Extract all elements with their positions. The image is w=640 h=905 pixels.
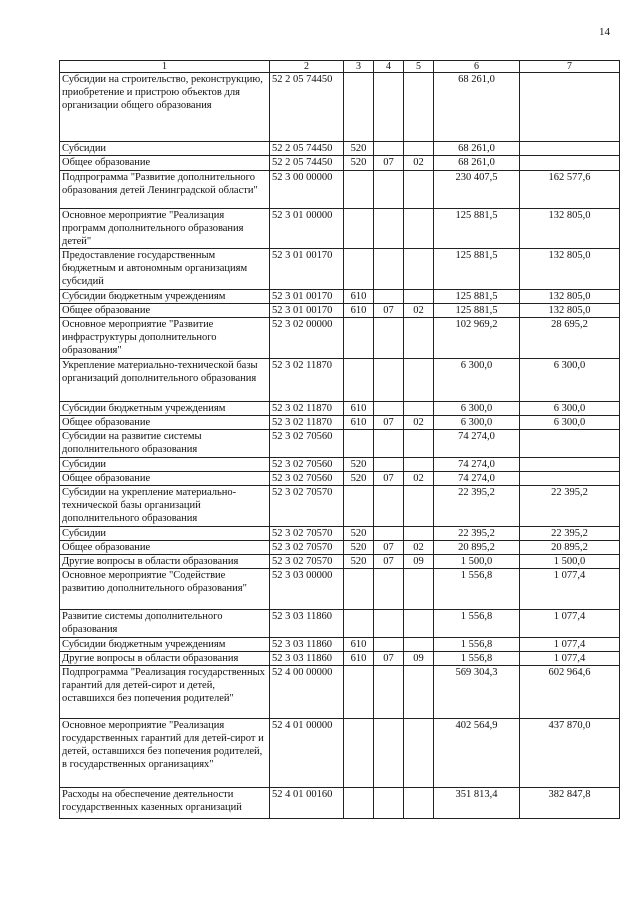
row-name-cell: Общее образование — [60, 472, 270, 486]
table-row — [60, 209, 620, 249]
row-section-cell — [374, 788, 404, 819]
row-subsection-cell — [404, 209, 434, 249]
row-amount-year2-cell: 22 395,2 — [520, 527, 620, 541]
table-row — [60, 719, 620, 788]
row-amount-year2-cell: 132 805,0 — [520, 304, 620, 318]
row-section-cell — [374, 359, 404, 402]
row-expense-type-cell — [344, 430, 374, 458]
row-section-cell — [374, 209, 404, 249]
row-section-cell — [374, 610, 404, 638]
row-name-cell: Общее образование — [60, 541, 270, 555]
row-subsection-cell — [404, 666, 434, 719]
row-name-cell: Субсидии бюджетным учреждениям — [60, 402, 270, 416]
row-code-cell: 52 3 02 11870 — [270, 416, 344, 430]
row-amount-year1-cell: 125 881,5 — [434, 304, 520, 318]
row-code-cell: 52 4 00 00000 — [270, 666, 344, 719]
row-expense-type-cell: 520 — [344, 458, 374, 472]
row-amount-year1-cell: 74 274,0 — [434, 430, 520, 458]
row-amount-year1-cell: 1 556,8 — [434, 610, 520, 638]
row-expense-type-cell — [344, 569, 374, 610]
table-row — [60, 527, 620, 541]
row-expense-type-cell — [344, 788, 374, 819]
row-code-cell: 52 3 03 00000 — [270, 569, 344, 610]
row-name-cell: Общее образование — [60, 304, 270, 318]
row-section-cell — [374, 290, 404, 304]
row-section-cell: 07 — [374, 472, 404, 486]
row-amount-year2-cell: 6 300,0 — [520, 416, 620, 430]
row-amount-year2-cell — [520, 73, 620, 142]
header-col-5: 5 — [404, 61, 434, 73]
row-name-cell: Общее образование — [60, 416, 270, 430]
row-expense-type-cell: 610 — [344, 638, 374, 652]
row-amount-year2-cell: 6 300,0 — [520, 359, 620, 402]
row-amount-year1-cell: 1 556,8 — [434, 638, 520, 652]
row-name-cell: Развитие системы дополнительного образования — [60, 610, 270, 638]
row-amount-year2-cell: 382 847,8 — [520, 788, 620, 819]
row-name-cell: Субсидии на строительство, реконструкцию, приобретение и пристрою объектов для организации общего образования — [60, 73, 270, 142]
row-section-cell — [374, 666, 404, 719]
table-row — [60, 610, 620, 638]
table-row — [60, 416, 620, 430]
row-section-cell — [374, 638, 404, 652]
row-section-cell: 07 — [374, 555, 404, 569]
row-subsection-cell — [404, 638, 434, 652]
row-section-cell — [374, 430, 404, 458]
row-amount-year1-cell: 68 261,0 — [434, 73, 520, 142]
row-amount-year2-cell: 132 805,0 — [520, 249, 620, 290]
row-amount-year1-cell: 125 881,5 — [434, 209, 520, 249]
budget-table — [59, 60, 620, 819]
row-name-cell: Основное мероприятие "Реализация государственных гарантий для детей-сирот и детей, оставшихся без попечения родителей, в государственных организациях" — [60, 719, 270, 788]
row-name-cell: Подпрограмма "Развитие дополнительного образования детей Ленинградской области" — [60, 171, 270, 209]
row-expense-type-cell — [344, 610, 374, 638]
row-subsection-cell — [404, 610, 434, 638]
row-expense-type-cell — [344, 719, 374, 788]
header-col-3: 3 — [344, 61, 374, 73]
row-expense-type-cell — [344, 171, 374, 209]
row-amount-year1-cell: 74 274,0 — [434, 472, 520, 486]
row-section-cell: 07 — [374, 652, 404, 666]
header-col-4: 4 — [374, 61, 404, 73]
row-amount-year1-cell: 1 500,0 — [434, 555, 520, 569]
row-code-cell: 52 3 02 70570 — [270, 555, 344, 569]
row-code-cell: 52 2 05 74450 — [270, 156, 344, 171]
row-subsection-cell — [404, 249, 434, 290]
row-expense-type-cell: 610 — [344, 652, 374, 666]
header-col-1: 1 — [60, 61, 270, 73]
row-section-cell — [374, 458, 404, 472]
row-subsection-cell — [404, 142, 434, 156]
page-number: 14 — [599, 26, 610, 38]
row-subsection-cell: 02 — [404, 416, 434, 430]
row-section-cell — [374, 73, 404, 142]
row-code-cell: 52 3 03 11860 — [270, 652, 344, 666]
row-amount-year2-cell: 437 870,0 — [520, 719, 620, 788]
table-body — [60, 73, 620, 819]
row-amount-year1-cell: 22 395,2 — [434, 486, 520, 527]
row-name-cell: Субсидии — [60, 142, 270, 156]
table-row — [60, 249, 620, 290]
row-expense-type-cell: 520 — [344, 156, 374, 171]
row-amount-year1-cell: 1 556,8 — [434, 569, 520, 610]
row-amount-year2-cell: 1 077,4 — [520, 652, 620, 666]
row-subsection-cell: 02 — [404, 156, 434, 171]
header-col-2: 2 — [270, 61, 344, 73]
row-name-cell: Субсидии — [60, 527, 270, 541]
row-amount-year1-cell: 68 261,0 — [434, 156, 520, 171]
row-code-cell: 52 3 02 70570 — [270, 486, 344, 527]
row-section-cell — [374, 569, 404, 610]
row-section-cell — [374, 719, 404, 788]
row-subsection-cell — [404, 171, 434, 209]
row-code-cell: 52 2 05 74450 — [270, 73, 344, 142]
header-col-7: 7 — [520, 61, 620, 73]
row-amount-year2-cell: 132 805,0 — [520, 290, 620, 304]
row-amount-year2-cell — [520, 430, 620, 458]
table-row — [60, 290, 620, 304]
table-row — [60, 73, 620, 142]
row-subsection-cell — [404, 719, 434, 788]
row-section-cell: 07 — [374, 416, 404, 430]
row-expense-type-cell — [344, 486, 374, 527]
row-amount-year2-cell: 28 695,2 — [520, 318, 620, 359]
row-amount-year1-cell: 6 300,0 — [434, 416, 520, 430]
row-code-cell: 52 3 00 00000 — [270, 171, 344, 209]
row-code-cell: 52 2 05 74450 — [270, 142, 344, 156]
row-name-cell: Предоставление государственным бюджетным и автономным организациям субсидий — [60, 249, 270, 290]
row-subsection-cell — [404, 430, 434, 458]
row-section-cell: 07 — [374, 541, 404, 555]
row-amount-year2-cell: 1 500,0 — [520, 555, 620, 569]
row-code-cell: 52 4 01 00000 — [270, 719, 344, 788]
row-amount-year1-cell: 125 881,5 — [434, 249, 520, 290]
row-section-cell — [374, 318, 404, 359]
row-section-cell — [374, 249, 404, 290]
row-subsection-cell: 02 — [404, 304, 434, 318]
row-amount-year1-cell: 74 274,0 — [434, 458, 520, 472]
row-name-cell: Основное мероприятие "Реализация программ дополнительного образования детей" — [60, 209, 270, 249]
row-amount-year2-cell: 20 895,2 — [520, 541, 620, 555]
row-expense-type-cell: 520 — [344, 142, 374, 156]
row-code-cell: 52 3 02 00000 — [270, 318, 344, 359]
row-amount-year1-cell: 102 969,2 — [434, 318, 520, 359]
table-row — [60, 555, 620, 569]
row-code-cell: 52 3 01 00170 — [270, 290, 344, 304]
row-section-cell: 07 — [374, 156, 404, 171]
row-amount-year2-cell: 132 805,0 — [520, 209, 620, 249]
table-row — [60, 541, 620, 555]
row-amount-year1-cell: 402 564,9 — [434, 719, 520, 788]
row-code-cell: 52 3 01 00000 — [270, 209, 344, 249]
row-name-cell: Другие вопросы в области образования — [60, 652, 270, 666]
row-code-cell: 52 3 03 11860 — [270, 638, 344, 652]
row-subsection-cell: 09 — [404, 652, 434, 666]
row-subsection-cell: 02 — [404, 541, 434, 555]
row-amount-year2-cell: 602 964,6 — [520, 666, 620, 719]
row-amount-year1-cell: 230 407,5 — [434, 171, 520, 209]
row-name-cell: Субсидии бюджетным учреждениям — [60, 290, 270, 304]
row-amount-year2-cell: 6 300,0 — [520, 402, 620, 416]
row-subsection-cell — [404, 73, 434, 142]
row-section-cell: 07 — [374, 304, 404, 318]
row-amount-year1-cell: 20 895,2 — [434, 541, 520, 555]
row-subsection-cell — [404, 318, 434, 359]
row-subsection-cell — [404, 788, 434, 819]
row-expense-type-cell: 520 — [344, 555, 374, 569]
row-expense-type-cell: 610 — [344, 416, 374, 430]
row-expense-type-cell: 610 — [344, 402, 374, 416]
row-name-cell: Субсидии — [60, 458, 270, 472]
row-name-cell: Субсидии бюджетным учреждениям — [60, 638, 270, 652]
row-section-cell — [374, 142, 404, 156]
row-amount-year2-cell: 1 077,4 — [520, 610, 620, 638]
table-row — [60, 402, 620, 416]
row-expense-type-cell: 520 — [344, 527, 374, 541]
table-row — [60, 638, 620, 652]
table-row — [60, 569, 620, 610]
row-name-cell: Основное мероприятие "Развитие инфраструктуры дополнительного образования" — [60, 318, 270, 359]
table-row — [60, 666, 620, 719]
row-code-cell: 52 3 02 70560 — [270, 458, 344, 472]
table-row — [60, 430, 620, 458]
row-subsection-cell: 02 — [404, 472, 434, 486]
table-row — [60, 156, 620, 171]
table-row — [60, 788, 620, 819]
row-subsection-cell — [404, 569, 434, 610]
row-expense-type-cell — [344, 666, 374, 719]
row-subsection-cell — [404, 402, 434, 416]
row-amount-year1-cell: 6 300,0 — [434, 359, 520, 402]
table-row — [60, 472, 620, 486]
table-row — [60, 652, 620, 666]
row-amount-year2-cell — [520, 458, 620, 472]
row-expense-type-cell: 610 — [344, 304, 374, 318]
row-name-cell: Субсидии на укрепление материально-технической базы организаций дополнительного образования — [60, 486, 270, 527]
row-subsection-cell — [404, 359, 434, 402]
table-row — [60, 458, 620, 472]
row-amount-year2-cell: 1 077,4 — [520, 638, 620, 652]
row-amount-year1-cell: 68 261,0 — [434, 142, 520, 156]
row-code-cell: 52 3 02 70560 — [270, 472, 344, 486]
row-expense-type-cell: 520 — [344, 472, 374, 486]
row-code-cell: 52 3 02 70560 — [270, 430, 344, 458]
row-name-cell: Субсидии на развитие системы дополнительного образования — [60, 430, 270, 458]
row-code-cell: 52 4 01 00160 — [270, 788, 344, 819]
row-expense-type-cell: 610 — [344, 290, 374, 304]
row-expense-type-cell — [344, 249, 374, 290]
row-section-cell — [374, 527, 404, 541]
row-code-cell: 52 3 02 70570 — [270, 527, 344, 541]
row-expense-type-cell: 520 — [344, 541, 374, 555]
row-expense-type-cell — [344, 209, 374, 249]
row-amount-year2-cell — [520, 472, 620, 486]
header-col-6: 6 — [434, 61, 520, 73]
row-subsection-cell: 09 — [404, 555, 434, 569]
table-row — [60, 142, 620, 156]
row-amount-year1-cell: 22 395,2 — [434, 527, 520, 541]
row-code-cell: 52 3 02 70570 — [270, 541, 344, 555]
row-subsection-cell — [404, 290, 434, 304]
row-amount-year1-cell: 125 881,5 — [434, 290, 520, 304]
row-amount-year1-cell: 569 304,3 — [434, 666, 520, 719]
row-expense-type-cell — [344, 359, 374, 402]
row-name-cell: Подпрограмма "Реализация государственных гарантий для детей-сирот и детей, оставшихся без попечения родителей" — [60, 666, 270, 719]
row-expense-type-cell — [344, 318, 374, 359]
row-expense-type-cell — [344, 73, 374, 142]
row-code-cell: 52 3 03 11860 — [270, 610, 344, 638]
row-section-cell — [374, 171, 404, 209]
row-name-cell: Общее образование — [60, 156, 270, 171]
row-name-cell: Другие вопросы в области образования — [60, 555, 270, 569]
row-amount-year1-cell: 6 300,0 — [434, 402, 520, 416]
row-name-cell: Основное мероприятие "Содействие развитию дополнительного образования" — [60, 569, 270, 610]
row-name-cell: Укрепление материально-технической базы организаций дополнительного образования — [60, 359, 270, 402]
table-row — [60, 318, 620, 359]
row-code-cell: 52 3 01 00170 — [270, 304, 344, 318]
table-header-row — [60, 61, 620, 73]
row-section-cell — [374, 402, 404, 416]
table-row — [60, 359, 620, 402]
row-name-cell: Расходы на обеспечение деятельности государственных казенных организаций — [60, 788, 270, 819]
table-row — [60, 304, 620, 318]
row-amount-year1-cell: 351 813,4 — [434, 788, 520, 819]
row-code-cell: 52 3 02 11870 — [270, 402, 344, 416]
table-row — [60, 486, 620, 527]
row-amount-year2-cell: 22 395,2 — [520, 486, 620, 527]
row-amount-year2-cell: 162 577,6 — [520, 171, 620, 209]
row-subsection-cell — [404, 527, 434, 541]
table-row — [60, 171, 620, 209]
row-code-cell: 52 3 01 00170 — [270, 249, 344, 290]
row-code-cell: 52 3 02 11870 — [270, 359, 344, 402]
row-amount-year2-cell: 1 077,4 — [520, 569, 620, 610]
row-amount-year2-cell — [520, 156, 620, 171]
row-subsection-cell — [404, 486, 434, 527]
row-amount-year1-cell: 1 556,8 — [434, 652, 520, 666]
row-subsection-cell — [404, 458, 434, 472]
row-amount-year2-cell — [520, 142, 620, 156]
row-section-cell — [374, 486, 404, 527]
